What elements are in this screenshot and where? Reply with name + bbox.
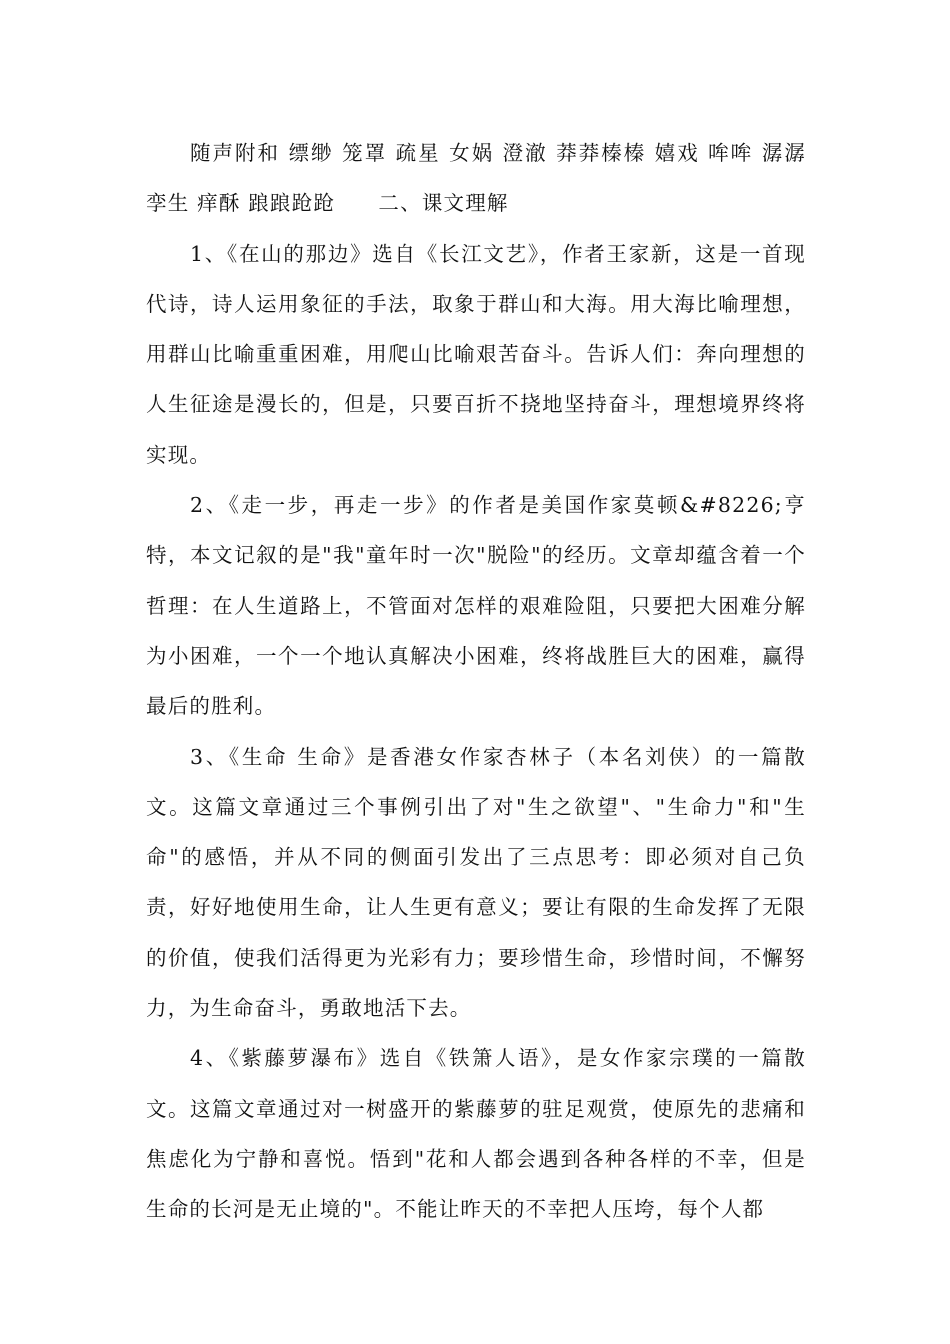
vocabulary-paragraph: 随声附和 缥缈 笼罩 疏星 女娲 澄澈 莽莽榛榛 嬉戏 哞哞 潺潺 孪生 痒酥 踉踉跄跄 二、课文理解 (146, 141, 806, 216)
paragraph-3: 3、《生命 生命》是香港女作家杏林子（本名刘侠）的一篇散文。这篇文章通过三个事例引出了对"生之欲望"、"生命力"和"生命"的感悟，并从不同的侧面引发出了三点思考：即必须对自己负责，好好地使用生命，让人生更有意义；要让有限的生命发挥了无限的价值，使我们活得更为光彩有力；要珍惜生命，珍惜时间，不懈努力，为生命奋斗，勇敢地活下去。 (146, 744, 806, 1021)
paragraph-4: 4、《紫藤萝瀑布》选自《铁箫人语》，是女作家宗璞的一篇散文。这篇文章通过对一树盛开的紫藤萝的驻足观赏，使原先的悲痛和焦虑化为宁静和喜悦。悟到"花和人都会遇到各种各样的不幸，但是生命的长河是无止境的"。不能让昨天的不幸把人压垮，每个人都 (146, 1046, 806, 1222)
paragraph-2: 2、《走一步，再走一步》的作者是美国作家莫顿&#8226;亨特，本文记叙的是"我"童年时一次"脱险"的经历。文章却蕴含着一个哲理：在人生道路上，不管面对怎样的艰难险阻，只要把大困难分解为小困难，一个一个地认真解决小困难，终将战胜巨大的困难，赢得最后的胜利。 (146, 493, 806, 719)
document-body (146, 128, 806, 1235)
paragraph-1: 1、《在山的那边》选自《长江文艺》，作者王家新，这是一首现代诗，诗人运用象征的手法，取象于群山和大海。用大海比喻理想，用群山比喻重重困难，用爬山比喻艰苦奋斗。告诉人们：奔向理想的人生征途是漫长的，但是，只要百折不挠地坚持奋斗，理想境界终将实现。 (146, 241, 806, 467)
